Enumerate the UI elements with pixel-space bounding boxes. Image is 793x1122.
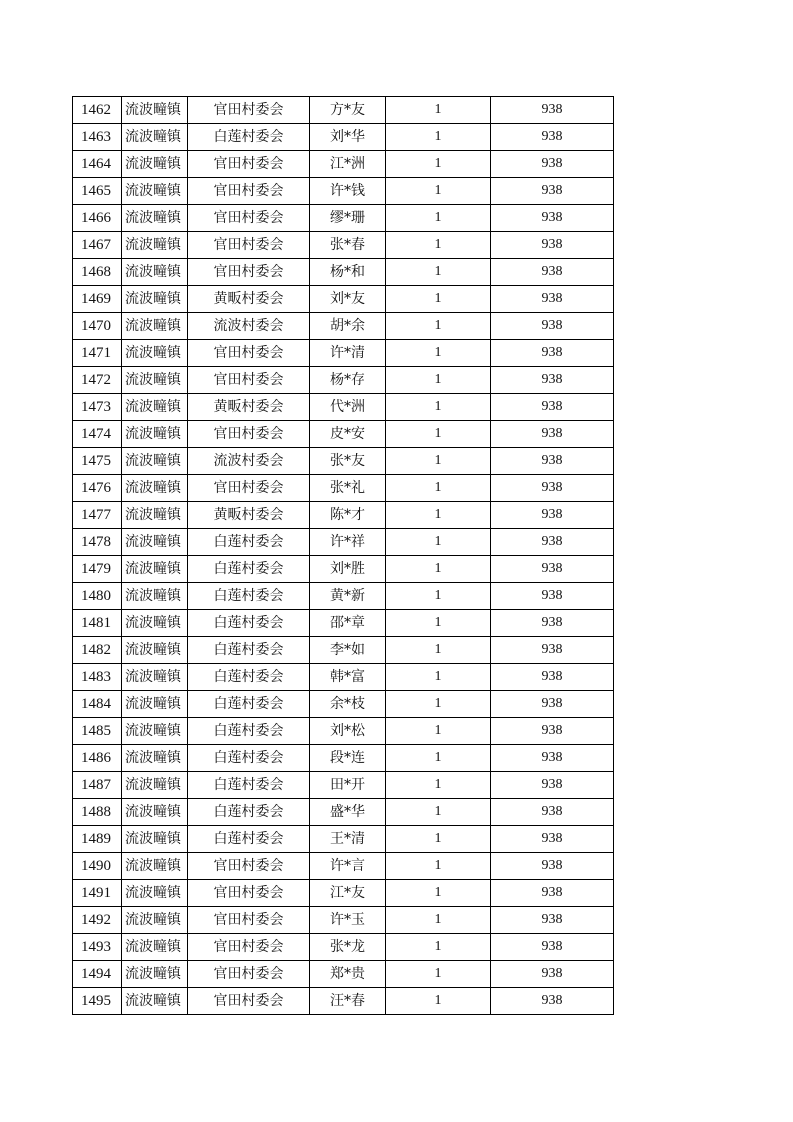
person-name-cell: 方*友 [310,97,386,124]
person-name-cell: 田*开 [310,772,386,799]
village-cell: 官田村委会 [188,853,310,880]
village-cell: 白莲村委会 [188,124,310,151]
person-name-cell: 皮*安 [310,421,386,448]
town-cell: 流波疃镇 [122,205,188,232]
table-row [73,529,614,556]
row-number: 1492 [73,907,122,934]
row-number: 1486 [73,745,122,772]
person-name-cell: 张*友 [310,448,386,475]
village-cell: 官田村委会 [188,421,310,448]
table-row [73,664,614,691]
amount-cell: 938 [491,637,614,664]
town-cell: 流波疃镇 [122,610,188,637]
table-row [73,340,614,367]
person-name-cell: 黄*新 [310,583,386,610]
person-name-cell: 张*龙 [310,934,386,961]
count-cell: 1 [386,475,491,502]
table-row [73,448,614,475]
town-cell: 流波疃镇 [122,745,188,772]
town-cell: 流波疃镇 [122,502,188,529]
row-number: 1472 [73,367,122,394]
amount-cell: 938 [491,448,614,475]
person-name-cell: 段*连 [310,745,386,772]
town-cell: 流波疃镇 [122,934,188,961]
table-row [73,826,614,853]
amount-cell: 938 [491,988,614,1015]
amount-cell: 938 [491,367,614,394]
village-cell: 白莲村委会 [188,556,310,583]
village-cell: 官田村委会 [188,367,310,394]
village-cell: 官田村委会 [188,259,310,286]
village-cell: 白莲村委会 [188,664,310,691]
person-name-cell: 郑*贵 [310,961,386,988]
village-cell: 白莲村委会 [188,772,310,799]
amount-cell: 938 [491,772,614,799]
row-number: 1476 [73,475,122,502]
count-cell: 1 [386,529,491,556]
count-cell: 1 [386,448,491,475]
row-number: 1489 [73,826,122,853]
row-number: 1491 [73,880,122,907]
count-cell: 1 [386,124,491,151]
town-cell: 流波疃镇 [122,880,188,907]
town-cell: 流波疃镇 [122,961,188,988]
table-row [73,691,614,718]
town-cell: 流波疃镇 [122,367,188,394]
village-cell: 白莲村委会 [188,637,310,664]
table-row [73,259,614,286]
person-name-cell: 余*枝 [310,691,386,718]
table-row [73,178,614,205]
row-number: 1464 [73,151,122,178]
amount-cell: 938 [491,502,614,529]
table-row [73,880,614,907]
village-cell: 黄畈村委会 [188,502,310,529]
amount-cell: 938 [491,664,614,691]
count-cell: 1 [386,178,491,205]
village-cell: 官田村委会 [188,907,310,934]
amount-cell: 938 [491,394,614,421]
person-name-cell: 刘*华 [310,124,386,151]
amount-cell: 938 [491,907,614,934]
person-name-cell: 缪*珊 [310,205,386,232]
person-name-cell: 许*玉 [310,907,386,934]
town-cell: 流波疃镇 [122,556,188,583]
amount-cell: 938 [491,745,614,772]
count-cell: 1 [386,799,491,826]
amount-cell: 938 [491,934,614,961]
table-row [73,286,614,313]
table-row [73,502,614,529]
person-name-cell: 江*洲 [310,151,386,178]
town-cell: 流波疃镇 [122,259,188,286]
count-cell: 1 [386,340,491,367]
table-row [73,637,614,664]
village-cell: 官田村委会 [188,934,310,961]
count-cell: 1 [386,664,491,691]
count-cell: 1 [386,556,491,583]
table-row [73,853,614,880]
amount-cell: 938 [491,232,614,259]
town-cell: 流波疃镇 [122,313,188,340]
row-number: 1480 [73,583,122,610]
count-cell: 1 [386,637,491,664]
person-name-cell: 张*春 [310,232,386,259]
village-cell: 官田村委会 [188,961,310,988]
count-cell: 1 [386,97,491,124]
amount-cell: 938 [491,340,614,367]
town-cell: 流波疃镇 [122,178,188,205]
table-row [73,934,614,961]
row-number: 1463 [73,124,122,151]
amount-cell: 938 [491,961,614,988]
count-cell: 1 [386,772,491,799]
table-row [73,205,614,232]
row-number: 1484 [73,691,122,718]
village-cell: 官田村委会 [188,232,310,259]
count-cell: 1 [386,367,491,394]
village-cell: 官田村委会 [188,475,310,502]
table-row [73,232,614,259]
village-cell: 官田村委会 [188,97,310,124]
row-number: 1487 [73,772,122,799]
count-cell: 1 [386,502,491,529]
table-row [73,610,614,637]
town-cell: 流波疃镇 [122,421,188,448]
count-cell: 1 [386,232,491,259]
person-name-cell: 盛*华 [310,799,386,826]
row-number: 1479 [73,556,122,583]
town-cell: 流波疃镇 [122,988,188,1015]
table-row [73,772,614,799]
table-body [73,97,614,1015]
row-number: 1466 [73,205,122,232]
amount-cell: 938 [491,97,614,124]
town-cell: 流波疃镇 [122,718,188,745]
table-row [73,394,614,421]
village-cell: 流波村委会 [188,313,310,340]
count-cell: 1 [386,961,491,988]
table-row [73,313,614,340]
person-name-cell: 许*言 [310,853,386,880]
village-cell: 官田村委会 [188,178,310,205]
table-row [73,907,614,934]
person-name-cell: 代*洲 [310,394,386,421]
person-name-cell: 胡*余 [310,313,386,340]
row-number: 1483 [73,664,122,691]
town-cell: 流波疃镇 [122,907,188,934]
town-cell: 流波疃镇 [122,448,188,475]
town-cell: 流波疃镇 [122,853,188,880]
row-number: 1474 [73,421,122,448]
table-row [73,718,614,745]
amount-cell: 938 [491,475,614,502]
village-cell: 白莲村委会 [188,583,310,610]
person-name-cell: 张*礼 [310,475,386,502]
village-cell: 黄畈村委会 [188,286,310,313]
town-cell: 流波疃镇 [122,583,188,610]
village-cell: 白莲村委会 [188,799,310,826]
amount-cell: 938 [491,691,614,718]
table-row [73,421,614,448]
person-name-cell: 陈*才 [310,502,386,529]
amount-cell: 938 [491,313,614,340]
row-number: 1485 [73,718,122,745]
count-cell: 1 [386,286,491,313]
person-name-cell: 刘*胜 [310,556,386,583]
person-name-cell: 江*友 [310,880,386,907]
row-number: 1473 [73,394,122,421]
table-row [73,556,614,583]
row-number: 1468 [73,259,122,286]
person-name-cell: 邵*章 [310,610,386,637]
row-number: 1481 [73,610,122,637]
row-number: 1465 [73,178,122,205]
person-name-cell: 杨*存 [310,367,386,394]
amount-cell: 938 [491,880,614,907]
village-cell: 官田村委会 [188,988,310,1015]
row-number: 1488 [73,799,122,826]
amount-cell: 938 [491,151,614,178]
person-name-cell: 许*清 [310,340,386,367]
table-row [73,124,614,151]
table-row [73,475,614,502]
village-cell: 官田村委会 [188,151,310,178]
village-cell: 白莲村委会 [188,529,310,556]
count-cell: 1 [386,853,491,880]
person-name-cell: 刘*松 [310,718,386,745]
amount-cell: 938 [491,421,614,448]
count-cell: 1 [386,610,491,637]
village-cell: 白莲村委会 [188,610,310,637]
amount-cell: 938 [491,583,614,610]
person-name-cell: 许*祥 [310,529,386,556]
row-number: 1469 [73,286,122,313]
amount-cell: 938 [491,853,614,880]
person-name-cell: 许*钱 [310,178,386,205]
village-cell: 官田村委会 [188,340,310,367]
amount-cell: 938 [491,124,614,151]
person-name-cell: 汪*春 [310,988,386,1015]
row-number: 1467 [73,232,122,259]
count-cell: 1 [386,313,491,340]
amount-cell: 938 [491,610,614,637]
count-cell: 1 [386,421,491,448]
town-cell: 流波疃镇 [122,97,188,124]
row-number: 1494 [73,961,122,988]
count-cell: 1 [386,826,491,853]
table-row [73,367,614,394]
row-number: 1470 [73,313,122,340]
village-cell: 官田村委会 [188,880,310,907]
count-cell: 1 [386,718,491,745]
town-cell: 流波疃镇 [122,664,188,691]
count-cell: 1 [386,907,491,934]
row-number: 1462 [73,97,122,124]
count-cell: 1 [386,988,491,1015]
person-name-cell: 刘*友 [310,286,386,313]
table-row [73,988,614,1015]
count-cell: 1 [386,880,491,907]
amount-cell: 938 [491,556,614,583]
count-cell: 1 [386,691,491,718]
town-cell: 流波疃镇 [122,124,188,151]
town-cell: 流波疃镇 [122,340,188,367]
village-cell: 白莲村委会 [188,826,310,853]
town-cell: 流波疃镇 [122,286,188,313]
village-cell: 官田村委会 [188,205,310,232]
count-cell: 1 [386,151,491,178]
amount-cell: 938 [491,178,614,205]
town-cell: 流波疃镇 [122,151,188,178]
town-cell: 流波疃镇 [122,529,188,556]
person-name-cell: 杨*和 [310,259,386,286]
table-row [73,151,614,178]
row-number: 1482 [73,637,122,664]
row-number: 1478 [73,529,122,556]
count-cell: 1 [386,934,491,961]
town-cell: 流波疃镇 [122,691,188,718]
amount-cell: 938 [491,826,614,853]
count-cell: 1 [386,394,491,421]
town-cell: 流波疃镇 [122,394,188,421]
row-number: 1495 [73,988,122,1015]
count-cell: 1 [386,259,491,286]
count-cell: 1 [386,745,491,772]
person-name-cell: 王*清 [310,826,386,853]
amount-cell: 938 [491,529,614,556]
amount-cell: 938 [491,799,614,826]
amount-cell: 938 [491,259,614,286]
village-cell: 黄畈村委会 [188,394,310,421]
village-cell: 流波村委会 [188,448,310,475]
row-number: 1475 [73,448,122,475]
row-number: 1490 [73,853,122,880]
town-cell: 流波疃镇 [122,475,188,502]
count-cell: 1 [386,583,491,610]
count-cell: 1 [386,205,491,232]
person-name-cell: 韩*富 [310,664,386,691]
amount-cell: 938 [491,286,614,313]
table-row [73,961,614,988]
town-cell: 流波疃镇 [122,232,188,259]
village-cell: 白莲村委会 [188,718,310,745]
village-cell: 白莲村委会 [188,745,310,772]
table-row [73,97,614,124]
amount-cell: 938 [491,718,614,745]
row-number: 1471 [73,340,122,367]
village-cell: 白莲村委会 [188,691,310,718]
table-row [73,799,614,826]
town-cell: 流波疃镇 [122,772,188,799]
amount-cell: 938 [491,205,614,232]
table-row [73,583,614,610]
row-number: 1493 [73,934,122,961]
table-row [73,745,614,772]
person-name-cell: 李*如 [310,637,386,664]
town-cell: 流波疃镇 [122,637,188,664]
recipient-table [72,96,614,1015]
town-cell: 流波疃镇 [122,826,188,853]
town-cell: 流波疃镇 [122,799,188,826]
row-number: 1477 [73,502,122,529]
